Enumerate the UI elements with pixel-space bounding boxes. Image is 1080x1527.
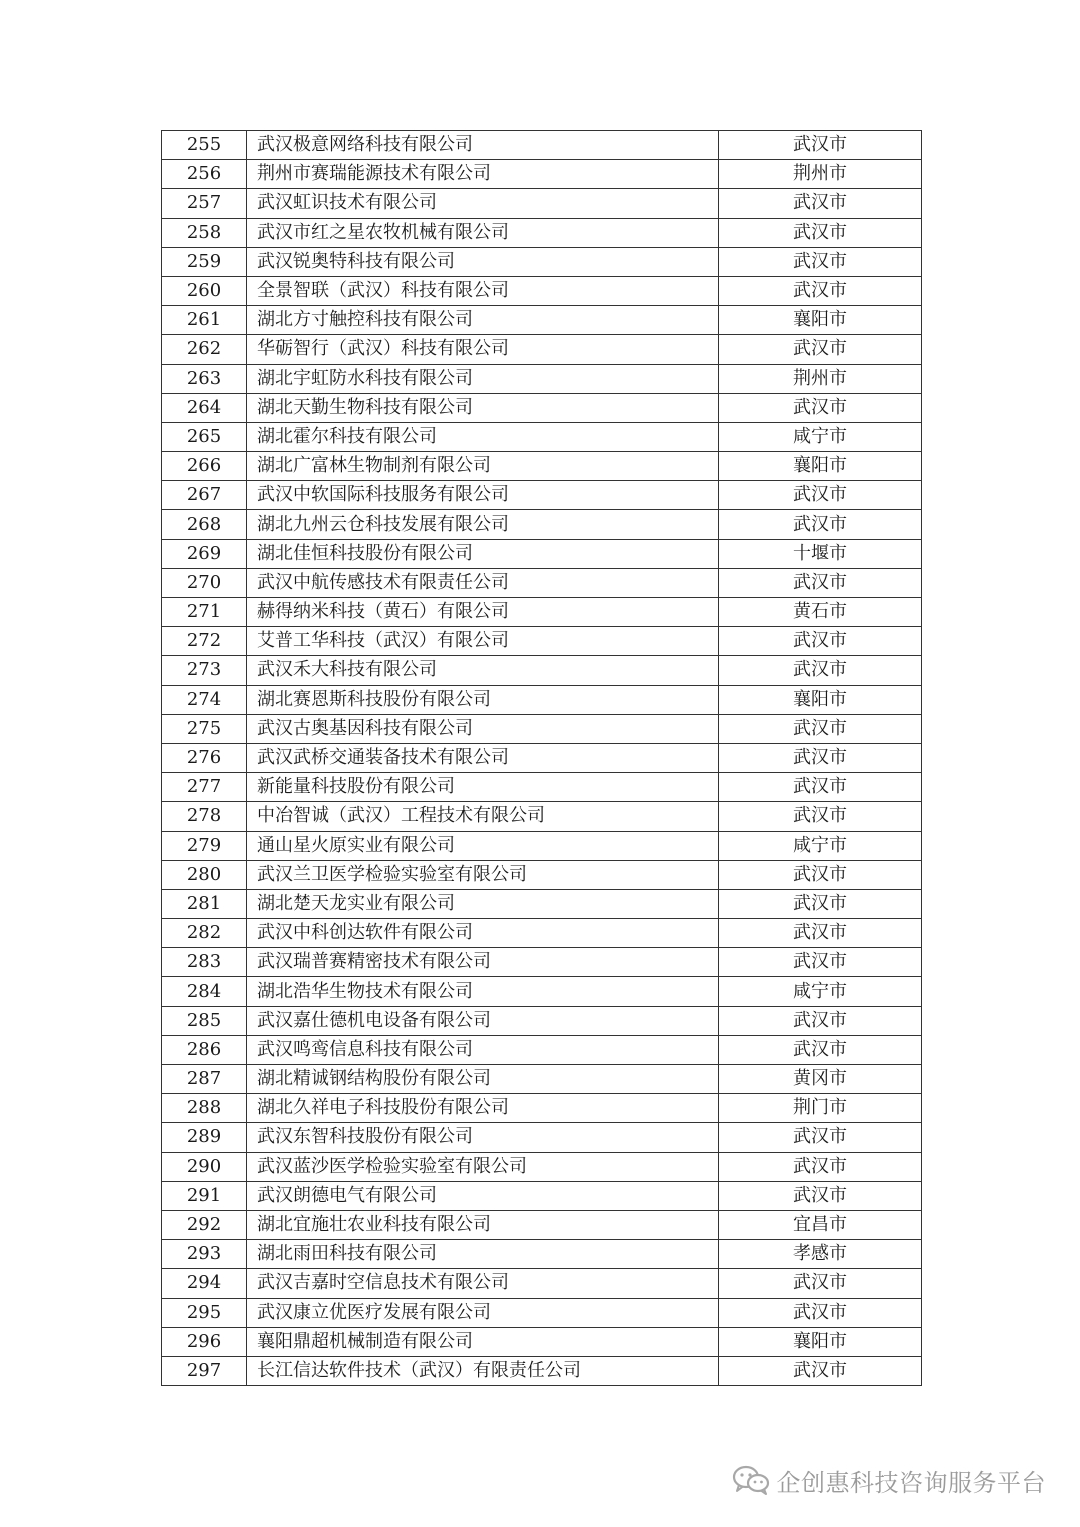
table-row (162, 1240, 922, 1269)
city: 武汉市 (719, 773, 922, 802)
city: 武汉市 (719, 1006, 922, 1035)
row-number: 279 (162, 831, 247, 860)
row-number: 267 (162, 481, 247, 510)
table-row (162, 889, 922, 918)
row-number: 287 (162, 1065, 247, 1094)
wechat-icon (731, 1464, 771, 1496)
company-name: 湖北久祥电子科技股份有限公司 (247, 1094, 719, 1123)
table-row (162, 977, 922, 1006)
row-number: 293 (162, 1240, 247, 1269)
row-number: 266 (162, 452, 247, 481)
table-row (162, 393, 922, 422)
company-name: 湖北九州云仓科技发展有限公司 (247, 510, 719, 539)
company-name: 湖北霍尔科技有限公司 (247, 422, 719, 451)
city: 武汉市 (719, 481, 922, 510)
table-row (162, 1065, 922, 1094)
row-number: 275 (162, 714, 247, 743)
row-number: 274 (162, 685, 247, 714)
table-row (162, 131, 922, 160)
city: 武汉市 (719, 802, 922, 831)
company-name: 武汉鸣鸾信息科技有限公司 (247, 1035, 719, 1064)
table-row (162, 831, 922, 860)
city: 荆州市 (719, 364, 922, 393)
row-number: 296 (162, 1327, 247, 1356)
row-number: 295 (162, 1298, 247, 1327)
city: 襄阳市 (719, 306, 922, 335)
city: 宜昌市 (719, 1210, 922, 1239)
table-row (162, 364, 922, 393)
city: 武汉市 (719, 1356, 922, 1385)
table-row (162, 510, 922, 539)
row-number: 263 (162, 364, 247, 393)
city: 襄阳市 (719, 452, 922, 481)
row-number: 294 (162, 1269, 247, 1298)
city: 武汉市 (719, 1269, 922, 1298)
company-name: 襄阳鼎超机械制造有限公司 (247, 1327, 719, 1356)
row-number: 291 (162, 1181, 247, 1210)
table-row (162, 860, 922, 889)
company-name: 通山星火原实业有限公司 (247, 831, 719, 860)
row-number: 258 (162, 218, 247, 247)
company-name: 武汉中软国际科技服务有限公司 (247, 481, 719, 510)
city: 咸宁市 (719, 831, 922, 860)
table-row (162, 1152, 922, 1181)
row-number: 261 (162, 306, 247, 335)
table-row (162, 1006, 922, 1035)
city: 襄阳市 (719, 1327, 922, 1356)
row-number: 284 (162, 977, 247, 1006)
company-name: 武汉康立优医疗发展有限公司 (247, 1298, 719, 1327)
city: 咸宁市 (719, 977, 922, 1006)
table-row (162, 160, 922, 189)
city: 武汉市 (719, 247, 922, 276)
city: 孝感市 (719, 1240, 922, 1269)
city: 武汉市 (719, 919, 922, 948)
row-number: 285 (162, 1006, 247, 1035)
row-number: 281 (162, 889, 247, 918)
table-row (162, 743, 922, 772)
company-name: 武汉禾大科技有限公司 (247, 656, 719, 685)
row-number: 297 (162, 1356, 247, 1385)
row-number: 280 (162, 860, 247, 889)
watermark-text: 企创惠科技咨询服务平台 (776, 1468, 1046, 1497)
company-name: 湖北浩华生物技术有限公司 (247, 977, 719, 1006)
city: 黄石市 (719, 598, 922, 627)
company-name: 湖北赛恩斯科技股份有限公司 (247, 685, 719, 714)
city: 武汉市 (719, 189, 922, 218)
company-name: 华砺智行（武汉）科技有限公司 (247, 335, 719, 364)
city: 武汉市 (719, 1123, 922, 1152)
table-row (162, 1210, 922, 1239)
table-row (162, 1269, 922, 1298)
row-number: 289 (162, 1123, 247, 1152)
table-row (162, 276, 922, 305)
city: 武汉市 (719, 276, 922, 305)
table-row (162, 627, 922, 656)
company-name: 全景智联（武汉）科技有限公司 (247, 276, 719, 305)
row-number: 255 (162, 131, 247, 160)
table-row (162, 1298, 922, 1327)
company-name: 艾普工华科技（武汉）有限公司 (247, 627, 719, 656)
city: 襄阳市 (719, 685, 922, 714)
city: 咸宁市 (719, 422, 922, 451)
table-row (162, 247, 922, 276)
company-name: 赫得纳米科技（黄石）有限公司 (247, 598, 719, 627)
city: 武汉市 (719, 860, 922, 889)
table-row (162, 568, 922, 597)
city: 武汉市 (719, 743, 922, 772)
row-number: 264 (162, 393, 247, 422)
city: 武汉市 (719, 393, 922, 422)
table-row (162, 598, 922, 627)
company-name: 湖北方寸触控科技有限公司 (247, 306, 719, 335)
row-number: 278 (162, 802, 247, 831)
city: 武汉市 (719, 1181, 922, 1210)
company-name: 武汉兰卫医学检验实验室有限公司 (247, 860, 719, 889)
company-name: 荆州市赛瑞能源技术有限公司 (247, 160, 719, 189)
row-number: 265 (162, 422, 247, 451)
table-body (162, 131, 922, 1386)
company-name: 武汉极意网络科技有限公司 (247, 131, 719, 160)
city: 武汉市 (719, 131, 922, 160)
table-row (162, 656, 922, 685)
table-row (162, 685, 922, 714)
row-number: 256 (162, 160, 247, 189)
table-row (162, 452, 922, 481)
table-row (162, 189, 922, 218)
company-name: 武汉朗德电气有限公司 (247, 1181, 719, 1210)
table-row (162, 335, 922, 364)
company-name: 湖北广富林生物制剂有限公司 (247, 452, 719, 481)
company-name: 武汉中科创达软件有限公司 (247, 919, 719, 948)
company-name: 湖北宜施壮农业科技有限公司 (247, 1210, 719, 1239)
city: 黄冈市 (719, 1065, 922, 1094)
city: 荆门市 (719, 1094, 922, 1123)
table-row (162, 1035, 922, 1064)
table-row (162, 481, 922, 510)
company-name: 新能量科技股份有限公司 (247, 773, 719, 802)
company-name: 武汉古奥基因科技有限公司 (247, 714, 719, 743)
company-name: 武汉蓝沙医学检验实验室有限公司 (247, 1152, 719, 1181)
city: 武汉市 (719, 714, 922, 743)
row-number: 290 (162, 1152, 247, 1181)
city: 武汉市 (719, 335, 922, 364)
company-name: 湖北天勤生物科技有限公司 (247, 393, 719, 422)
company-name: 武汉武桥交通装备技术有限公司 (247, 743, 719, 772)
company-name: 武汉市红之星农牧机械有限公司 (247, 218, 719, 247)
company-name: 湖北雨田科技有限公司 (247, 1240, 719, 1269)
company-name: 武汉嘉仕德机电设备有限公司 (247, 1006, 719, 1035)
row-number: 270 (162, 568, 247, 597)
company-name: 武汉吉嘉时空信息技术有限公司 (247, 1269, 719, 1298)
row-number: 288 (162, 1094, 247, 1123)
city: 武汉市 (719, 568, 922, 597)
table-row (162, 1123, 922, 1152)
company-name: 武汉东智科技股份有限公司 (247, 1123, 719, 1152)
company-name: 湖北宇虹防水科技有限公司 (247, 364, 719, 393)
table-row (162, 919, 922, 948)
city: 十堰市 (719, 539, 922, 568)
company-name: 武汉虹识技术有限公司 (247, 189, 719, 218)
row-number: 260 (162, 276, 247, 305)
row-number: 269 (162, 539, 247, 568)
company-name: 武汉锐奥特科技有限公司 (247, 247, 719, 276)
row-number: 268 (162, 510, 247, 539)
row-number: 276 (162, 743, 247, 772)
row-number: 282 (162, 919, 247, 948)
city: 武汉市 (719, 948, 922, 977)
city: 荆州市 (719, 160, 922, 189)
table-row (162, 1181, 922, 1210)
table-row (162, 218, 922, 247)
row-number: 259 (162, 247, 247, 276)
city: 武汉市 (719, 889, 922, 918)
row-number: 271 (162, 598, 247, 627)
city: 武汉市 (719, 510, 922, 539)
company-name: 中冶智诚（武汉）工程技术有限公司 (247, 802, 719, 831)
watermark (731, 1462, 1047, 1498)
city: 武汉市 (719, 1152, 922, 1181)
row-number: 262 (162, 335, 247, 364)
company-name: 武汉瑞普赛精密技术有限公司 (247, 948, 719, 977)
city: 武汉市 (719, 1035, 922, 1064)
table-row (162, 306, 922, 335)
row-number: 283 (162, 948, 247, 977)
table-row (162, 773, 922, 802)
table-row (162, 714, 922, 743)
table-row (162, 948, 922, 977)
company-name: 湖北精诚钢结构股份有限公司 (247, 1065, 719, 1094)
row-number: 257 (162, 189, 247, 218)
city: 武汉市 (719, 656, 922, 685)
company-name: 武汉中航传感技术有限责任公司 (247, 568, 719, 597)
table-row (162, 539, 922, 568)
table-row (162, 1094, 922, 1123)
city: 武汉市 (719, 627, 922, 656)
city: 武汉市 (719, 218, 922, 247)
table-row (162, 1327, 922, 1356)
row-number: 292 (162, 1210, 247, 1239)
table-row (162, 1356, 922, 1385)
row-number: 273 (162, 656, 247, 685)
company-list-table (161, 130, 922, 1386)
row-number: 286 (162, 1035, 247, 1064)
row-number: 272 (162, 627, 247, 656)
table-row (162, 422, 922, 451)
company-name: 湖北楚天龙实业有限公司 (247, 889, 719, 918)
row-number: 277 (162, 773, 247, 802)
company-name: 湖北佳恒科技股份有限公司 (247, 539, 719, 568)
table-row (162, 802, 922, 831)
company-name: 长江信达软件技术（武汉）有限责任公司 (247, 1356, 719, 1385)
city: 武汉市 (719, 1298, 922, 1327)
